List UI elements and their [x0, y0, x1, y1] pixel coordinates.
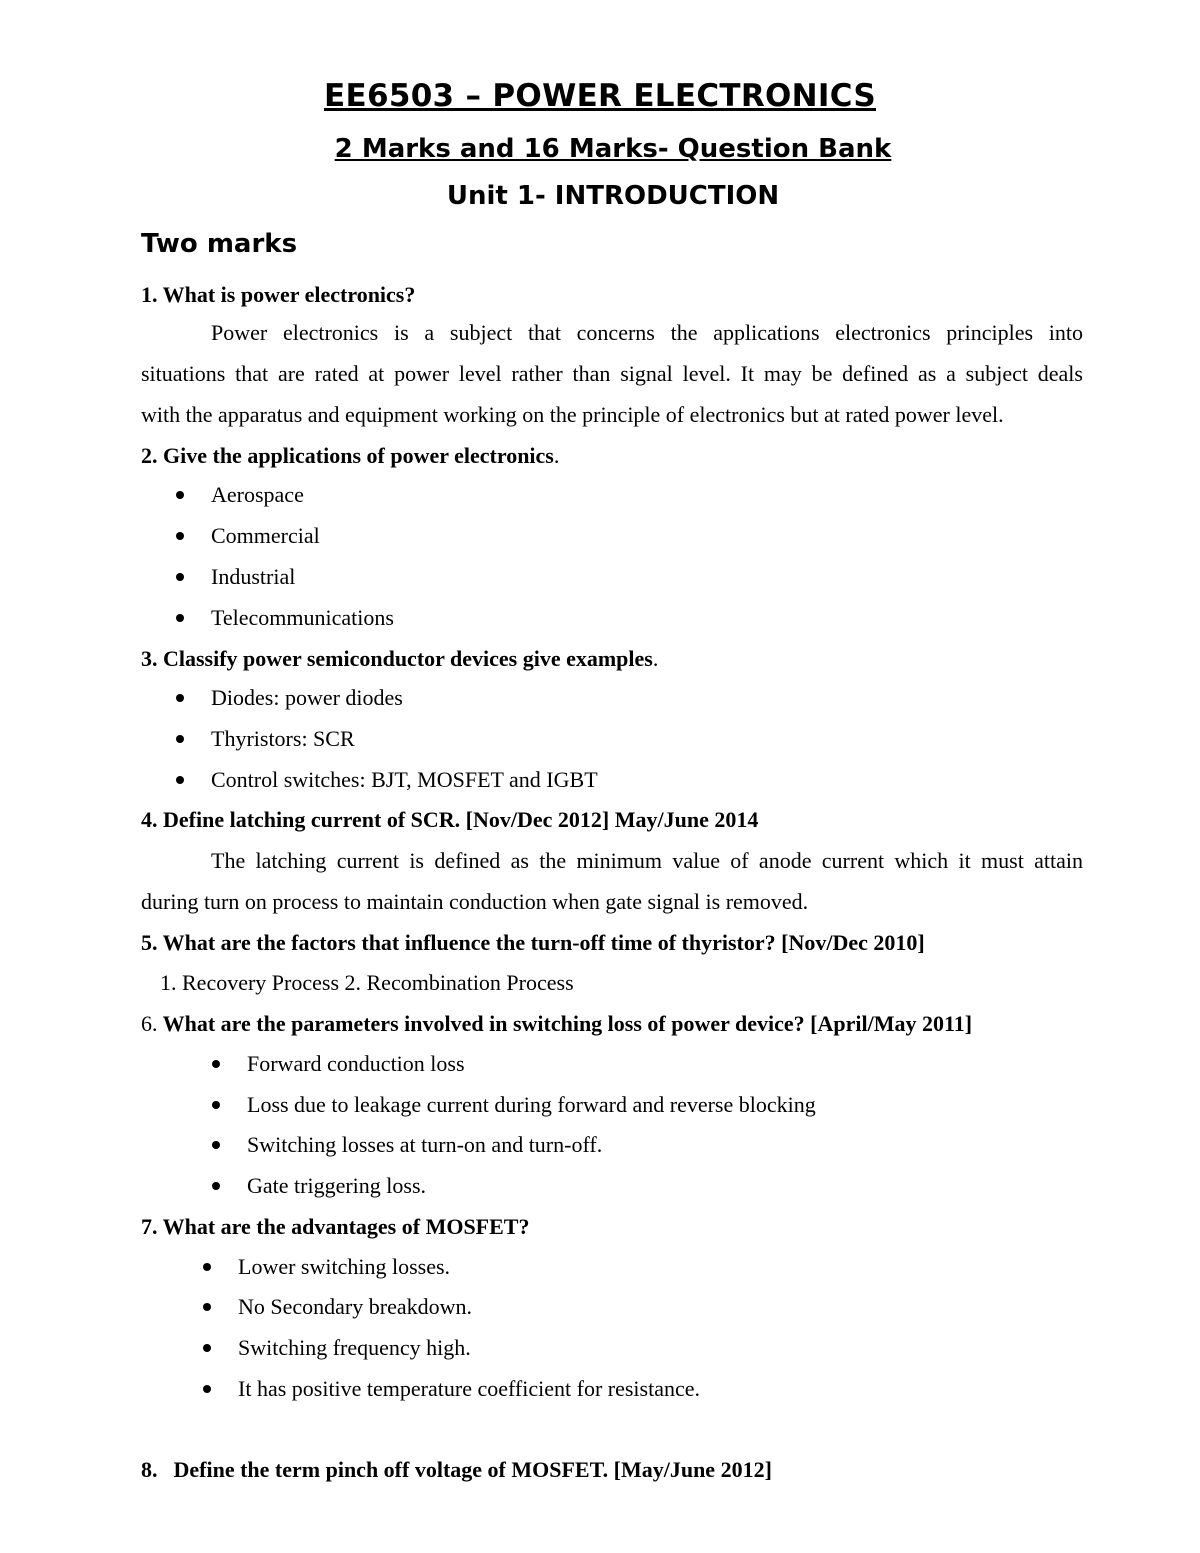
- list-item: Control switches: BJT, MOSFET and IGBT: [211, 767, 598, 792]
- question-8: 8. Define the term pinch off voltage of MOSFET. [May/June 2012]: [141, 1457, 772, 1482]
- question-7: 7. What are the advantages of MOSFET?: [141, 1214, 530, 1239]
- bullet-icon: [176, 776, 184, 784]
- bullet-icon: [176, 694, 184, 702]
- bullet-icon: [176, 573, 184, 581]
- list-item: Switching frequency high.: [238, 1335, 471, 1360]
- bullet-icon: [176, 735, 184, 743]
- question-1: 1. What is power electronics?: [141, 282, 416, 307]
- list-item: Forward conduction loss: [247, 1051, 465, 1076]
- document-subtitle: 2 Marks and 16 Marks- Question Bank: [334, 134, 892, 164]
- answer-5: 1. Recovery Process 2. Recombination Process: [160, 970, 574, 995]
- bullet-icon: [203, 1385, 211, 1393]
- list-item: It has positive temperature coefficient for resistance.: [238, 1376, 701, 1401]
- bullet-icon: [176, 532, 184, 540]
- answer-1-line-1: Power electronics is a subject that concerns the applications electronics principles into: [211, 320, 1083, 345]
- document-title: EE6503 – POWER ELECTRONICS: [324, 78, 876, 114]
- section-heading: Two marks: [141, 229, 298, 259]
- answer-4-line-1: The latching current is defined as the minimum value of anode current which it must attain: [211, 848, 1083, 873]
- question-6: 6. What are the parameters involved in switching loss of power device? [April/May 2011]: [141, 1011, 973, 1036]
- list-item: Thyristors: SCR: [211, 726, 355, 751]
- question-5: 5. What are the factors that influence the turn-off time of thyristor? [Nov/Dec 2010]: [141, 930, 925, 955]
- bullet-icon: [212, 1060, 220, 1068]
- bullet-icon: [212, 1101, 220, 1109]
- list-item: Industrial: [211, 564, 296, 589]
- list-item: Lower switching losses.: [238, 1254, 451, 1279]
- question-3: 3. Classify power semiconductor devices give examples.: [141, 646, 659, 671]
- bullet-icon: [203, 1344, 211, 1352]
- answer-1-line-3: with the apparatus and equipment working on the principle of electronics but at rated power level.: [141, 402, 1004, 427]
- bullet-icon: [176, 491, 184, 499]
- answer-1-line-2: situations that are rated at power level rather than signal level. It may be defined as a subject deals: [141, 361, 1083, 386]
- list-item: Telecommunications: [211, 605, 394, 630]
- list-item: Commercial: [211, 523, 320, 548]
- answer-4-line-2: during turn on process to maintain conduction when gate signal is removed.: [141, 889, 809, 914]
- list-item: Aerospace: [211, 482, 304, 507]
- unit-heading: Unit 1- INTRODUCTION: [446, 181, 780, 211]
- list-item: Switching losses at turn-on and turn-off.: [247, 1132, 603, 1157]
- list-item: Diodes: power diodes: [211, 685, 403, 710]
- question-4: 4. Define latching current of SCR. [Nov/Dec 2012] May/June 2014: [141, 807, 759, 832]
- list-item: No Secondary breakdown.: [238, 1294, 472, 1319]
- bullet-icon: [212, 1182, 220, 1190]
- bullet-icon: [176, 614, 184, 622]
- bullet-icon: [203, 1263, 211, 1271]
- list-item: Loss due to leakage current during forward and reverse blocking: [247, 1092, 816, 1117]
- bullet-icon: [212, 1141, 220, 1149]
- question-2: 2. Give the applications of power electronics.: [141, 443, 560, 468]
- list-item: Gate triggering loss.: [247, 1173, 427, 1198]
- bullet-icon: [203, 1303, 211, 1311]
